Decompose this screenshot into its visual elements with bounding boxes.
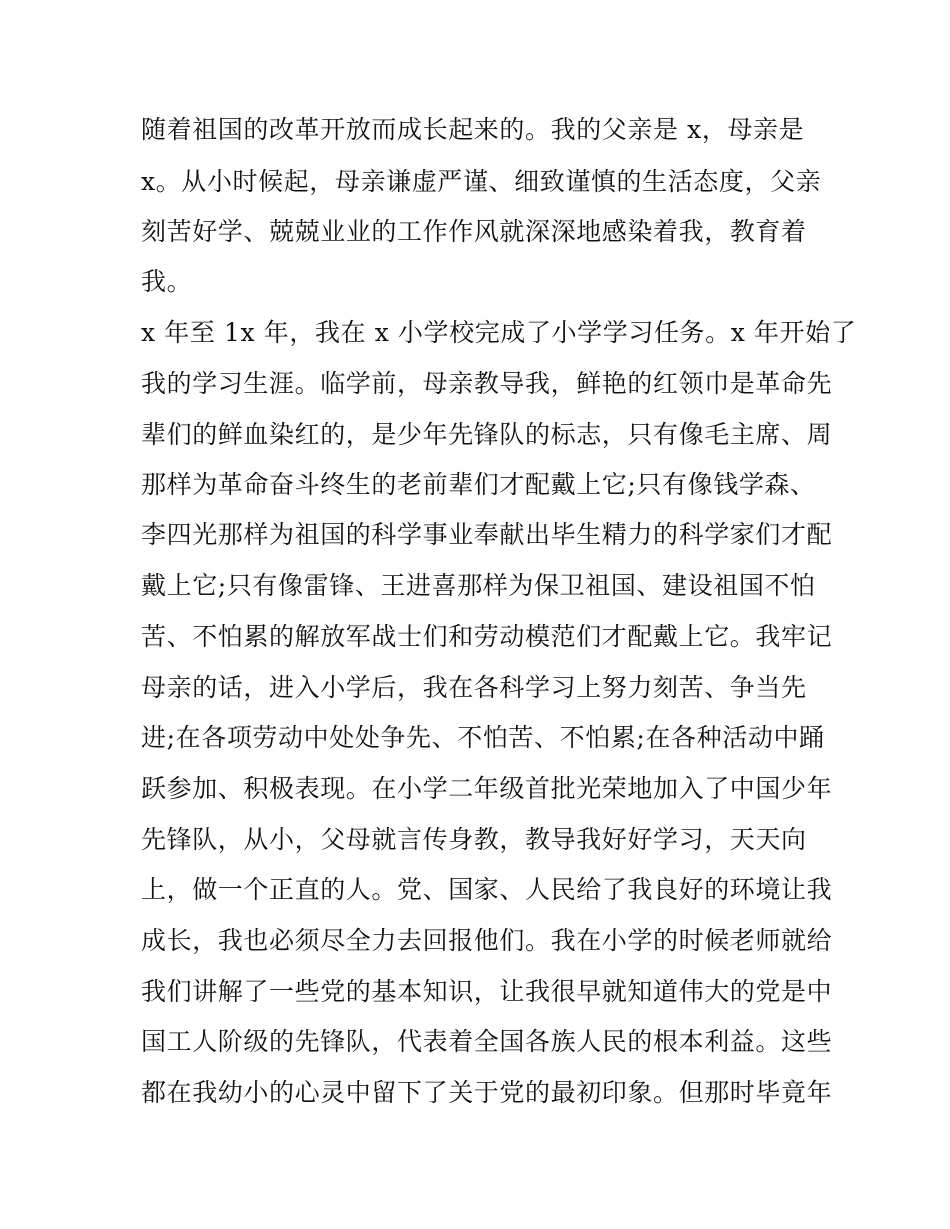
text-line: 我们讲解了一些党的基本知识，让我很早就知道伟大的党是中: [141, 977, 833, 1006]
text-line: 国工人阶级的先锋队，代表着全国各族人民的根本利益。这些: [141, 1027, 833, 1056]
text-line: 母亲的话，进入小学后，我在各科学习上努力刻苦、争当先: [141, 673, 807, 702]
text-line: 刻苦好学、兢兢业业的工作作风就深深地感染着我，教育着: [141, 217, 807, 246]
text-line: 辈们的鲜血染红的，是少年先锋队的标志，只有像毛主席、周: [141, 420, 833, 449]
text-line: 随着祖国的改革开放而成长起来的。我的父亲是 x，母亲是: [141, 115, 805, 144]
text-line: 李四光那样为祖国的科学事业奉献出毕生精力的科学家们才配: [141, 520, 833, 549]
text-line: 我的学习生涯。临学前，母亲教导我，鲜艳的红领巾是革命先: [141, 369, 833, 398]
text-line: 戴上它;只有像雷锋、王进喜那样为保卫祖国、建设祖国不怕: [141, 571, 816, 600]
text-line: 我。: [141, 267, 193, 296]
text-line: 那样为革命奋斗终生的老前辈们才配戴上它;只有像钱学森、: [141, 470, 816, 499]
text-line: x 年至 1x 年，我在 x 小学校完成了小学学习任务。x 年开始了: [141, 318, 857, 347]
text-line: x。从小时候起，母亲谦虚严谨、细致谨慎的生活态度，父亲: [141, 167, 822, 196]
text-line: 苦、不怕累的解放军战士们和劳动模范们才配戴上它。我牢记: [141, 622, 833, 651]
text-line: 跃参加、积极表现。在小学二年级首批光荣地加入了中国少年: [141, 774, 833, 803]
text-line: 都在我幼小的心灵中留下了关于党的最初印象。但那时毕竟年: [141, 1078, 833, 1107]
text-line: 上，做一个正直的人。党、国家、人民给了我良好的环境让我: [141, 875, 833, 904]
text-line: 进;在各项劳动中处处争先、不怕苦、不怕累;在各种活动中踊: [141, 723, 825, 752]
text-line: 先锋队，从小，父母就言传身教，教导我好好学习，天天向: [141, 825, 807, 854]
text-line: 成长，我也必须尽全力去回报他们。我在小学的时候老师就给: [141, 926, 833, 955]
